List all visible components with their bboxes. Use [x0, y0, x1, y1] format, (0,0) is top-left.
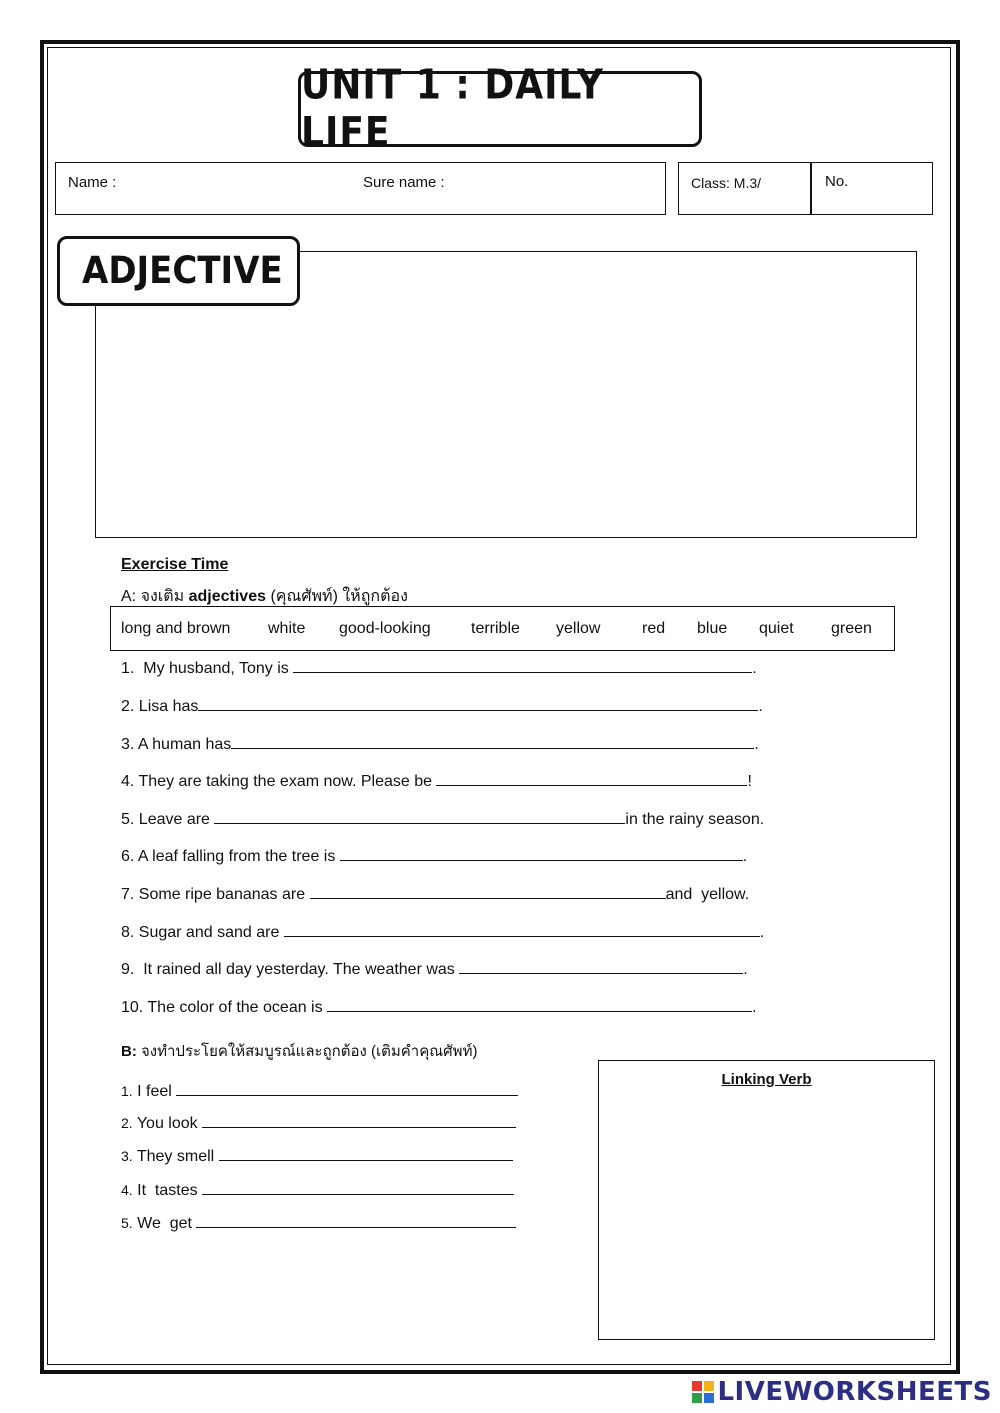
question-text: 4. They are taking the exam now. Please be [121, 773, 437, 790]
answer-blank[interactable] [196, 1213, 516, 1228]
sentence-number: 3. [121, 1148, 133, 1164]
question-text: 3. A human has [121, 736, 232, 753]
question-item [121, 922, 764, 942]
question-end: in the rainy season. [625, 811, 765, 828]
part-a-suffix: (คุณศัพท์) ให้ถูกต้อง [266, 588, 408, 605]
adjective-heading-tab [57, 236, 300, 306]
question-item [121, 846, 747, 866]
question-item [121, 734, 759, 754]
part-b-label: B: [121, 1043, 137, 1060]
sentence-start: You look [132, 1115, 203, 1132]
part-b-instruction [121, 1039, 477, 1063]
surname-label: Sure name : [363, 174, 445, 191]
sentence-item [121, 1146, 513, 1166]
number-field[interactable] [810, 162, 933, 215]
word-bank-item[interactable]: yellow [556, 620, 601, 637]
answer-blank[interactable] [202, 1113, 516, 1128]
answer-blank[interactable] [219, 1146, 513, 1161]
sentence-item [121, 1113, 516, 1133]
question-item [121, 959, 748, 979]
exercise-title: Exercise Time [121, 556, 229, 573]
name-label: Name : [68, 174, 117, 191]
question-text: 10. The color of the ocean is [121, 999, 328, 1016]
sentence-number: 4. [121, 1182, 133, 1198]
answer-blank[interactable] [327, 997, 752, 1012]
question-text: 8. Sugar and sand are [121, 924, 284, 941]
word-bank-item[interactable]: red [642, 620, 666, 637]
word-bank-item[interactable]: terrible [471, 620, 520, 637]
answer-blank[interactable] [214, 809, 625, 824]
question-end: . [759, 924, 765, 941]
question-item [121, 809, 764, 829]
sentence-item [121, 1213, 516, 1233]
sentence-number: 2. [121, 1115, 133, 1131]
answer-blank[interactable] [202, 1180, 514, 1195]
answer-blank[interactable] [459, 959, 743, 974]
question-item [121, 658, 757, 678]
question-end: . [752, 660, 757, 677]
question-text: 1. My husband, Tony is [121, 660, 294, 677]
question-item [121, 696, 763, 716]
question-end: . [742, 848, 748, 865]
number-label: No. [825, 173, 849, 190]
linking-verb-title: Linking Verb [721, 1071, 812, 1088]
question-end: . [758, 698, 763, 715]
sentence-start: We get [132, 1215, 197, 1232]
question-item [121, 771, 752, 791]
question-text: 2. Lisa has [121, 698, 199, 715]
question-item [121, 884, 749, 904]
answer-blank[interactable] [340, 846, 743, 861]
answer-blank[interactable] [293, 658, 752, 673]
question-text: 9. It rained all day yesterday. The weather was [121, 961, 460, 978]
word-bank-item[interactable]: white [268, 620, 306, 637]
question-item [121, 997, 757, 1017]
question-end: . [752, 999, 757, 1016]
word-bank-item[interactable]: quiet [759, 620, 794, 637]
adjective-heading: ADJECTIVE [82, 249, 283, 293]
word-bank-item[interactable]: long and brown [121, 620, 231, 637]
question-end: . [754, 736, 759, 753]
name-field[interactable] [55, 162, 666, 215]
answer-blank[interactable] [231, 734, 754, 749]
answer-blank[interactable] [198, 696, 758, 711]
sentence-item [121, 1081, 518, 1101]
sentence-start: I feel [132, 1083, 177, 1100]
part-a-prefix: A: จงเติม [121, 588, 189, 605]
answer-blank[interactable] [176, 1081, 518, 1096]
unit-title-box [298, 61, 702, 157]
class-label: Class: M.3/ [691, 175, 762, 191]
unit-title: UNIT 1 : DAILY LIFE [301, 61, 604, 157]
question-end: . [743, 961, 748, 978]
word-bank-item[interactable]: green [831, 620, 872, 637]
question-text: 5. Leave are [121, 811, 215, 828]
logo-text: LIVEWORKSHEETS [717, 1377, 992, 1407]
class-field[interactable] [678, 162, 812, 215]
part-a-keyword: adjectives [188, 588, 266, 605]
question-text: 7. Some ripe bananas are [121, 886, 310, 903]
answer-blank[interactable] [310, 884, 666, 899]
logo-mark-icon [692, 1381, 714, 1403]
word-bank-item[interactable]: blue [697, 620, 728, 637]
answer-blank[interactable] [436, 771, 747, 786]
sentence-start: It tastes [132, 1182, 203, 1199]
question-end: ! [747, 773, 752, 790]
sentence-item [121, 1180, 514, 1200]
part-b-text: จงทำประโยคให้สมบูรณ์และถูกต้อง (เติมคำคุณศัพท์) [136, 1043, 478, 1060]
sentence-start: They smell [132, 1148, 219, 1165]
liveworksheets-logo[interactable] [692, 1377, 992, 1407]
question-text: 6. A leaf falling from the tree is [121, 848, 340, 865]
answer-blank[interactable] [284, 922, 760, 937]
word-bank [110, 606, 895, 651]
word-bank-item[interactable]: good-looking [339, 620, 431, 637]
question-end: and yellow. [665, 886, 750, 903]
sentence-number: 1. [121, 1083, 133, 1099]
linking-verb-box[interactable] [598, 1060, 935, 1340]
sentence-number: 5. [121, 1215, 133, 1231]
